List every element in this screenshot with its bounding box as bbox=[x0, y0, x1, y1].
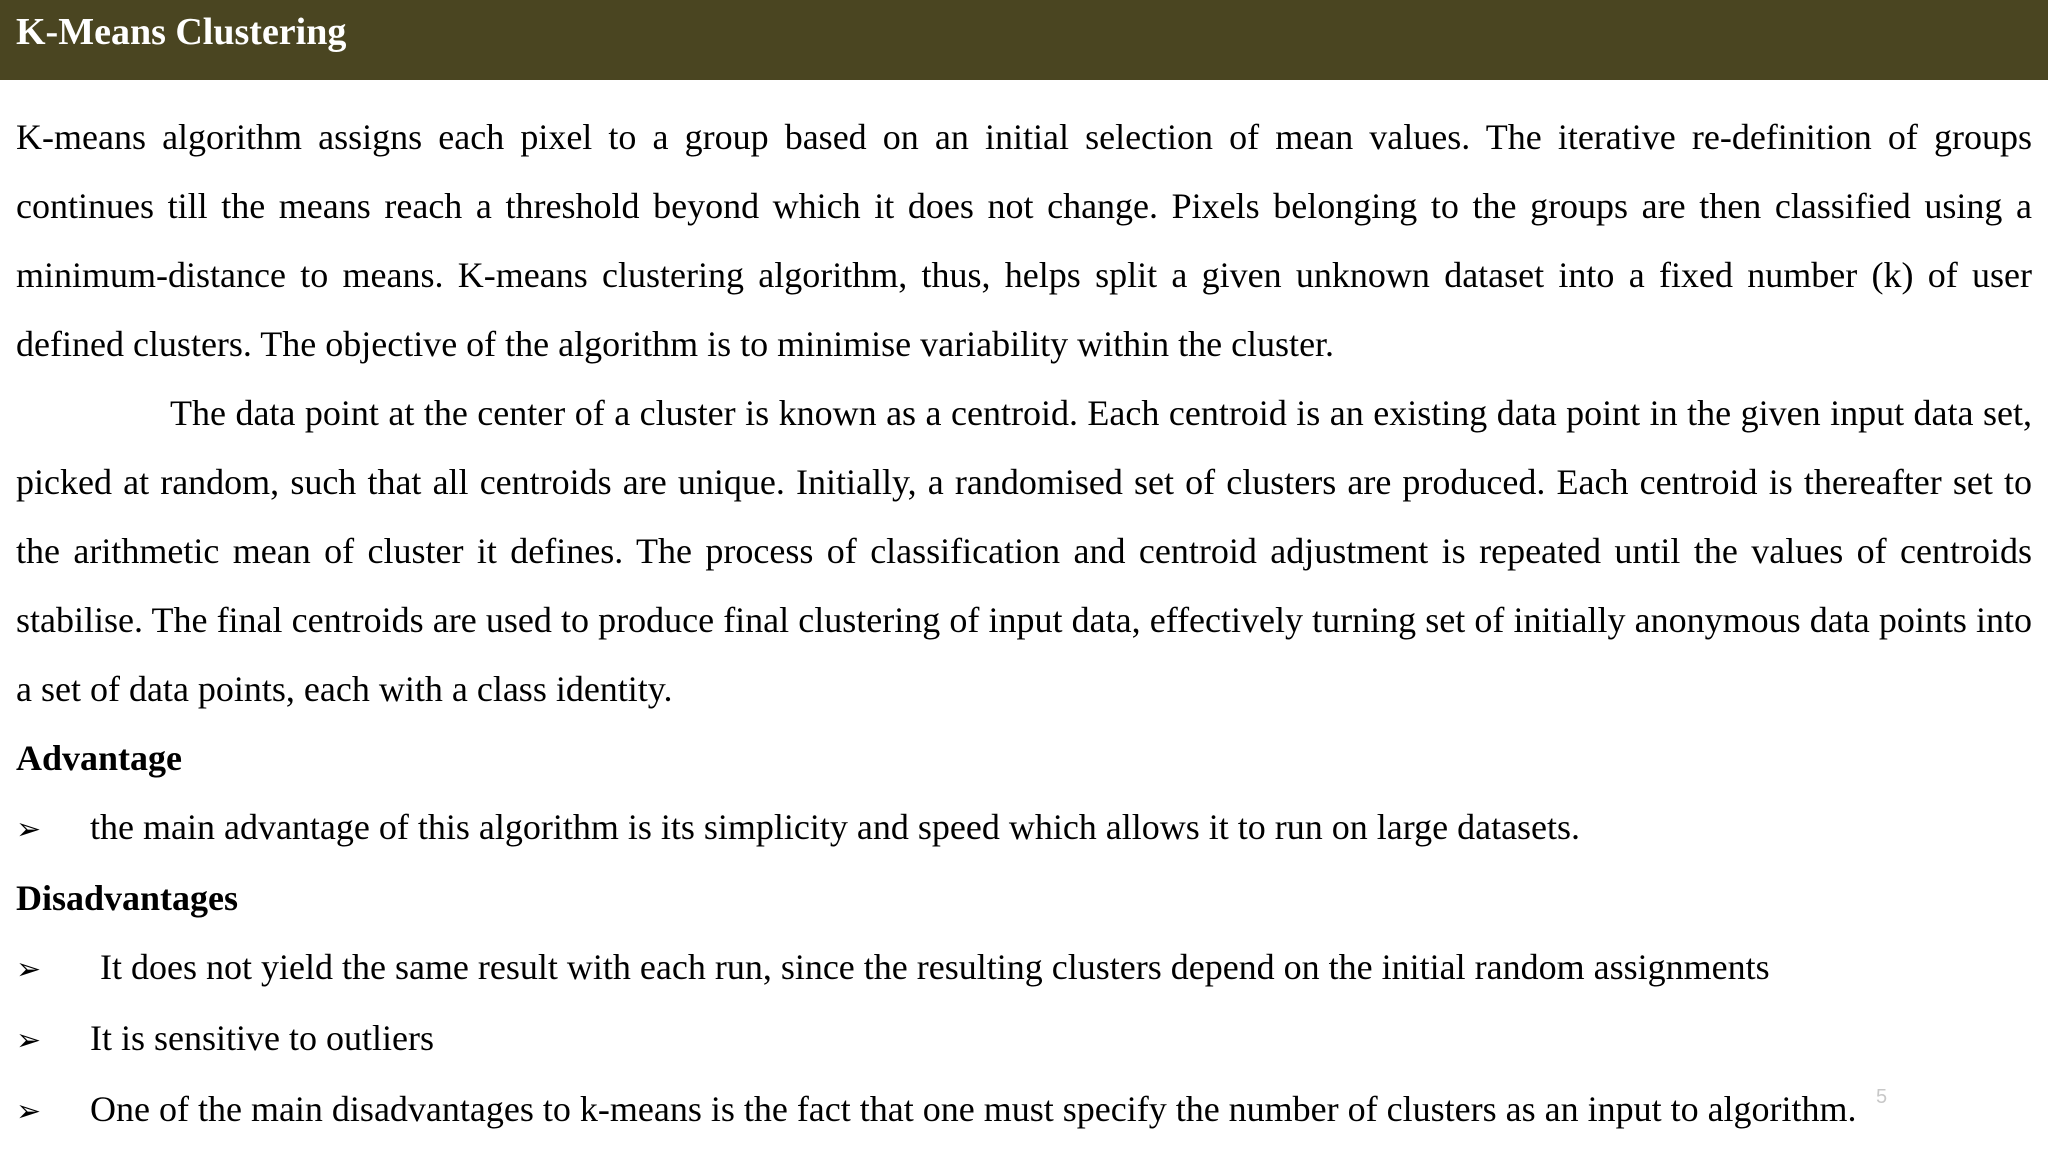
bullet-text: One of the main disadvantages to k-means is the fact that one must specify the number of clusters as an input to algorithm. bbox=[90, 1089, 1857, 1129]
disadvantages-heading: Disadvantages bbox=[16, 878, 239, 918]
paragraph-centroid: The data point at the center of a cluster is known as a centroid. Each centroid is an existing data point in the given input data set, picked at random, such that all centroids are unique. Initially, a randomised set of clusters are produced. Each centroid is thereafter set to the arithmetic mean of cluster it defines. The process of classification and centroid adjustment is repeated until the values of centroids stabilise. The final centroids are used to produce final clustering of input data, effectively turning set of initially anonymous data points into a set of data points, each with a class identity. bbox=[16, 393, 2032, 709]
arrow-bullet-icon: ➢ bbox=[16, 952, 42, 987]
list-item-disadvantage-2 bbox=[16, 1004, 2032, 1075]
arrow-bullet-icon: ➢ bbox=[16, 1094, 42, 1129]
bullet-text: It is sensitive to outliers bbox=[90, 1018, 434, 1058]
page-number: 5 bbox=[1876, 1086, 1888, 1108]
arrow-bullet-icon: ➢ bbox=[16, 812, 42, 847]
slide-content bbox=[16, 103, 2032, 1146]
bullet-text: the main advantage of this algorithm is its simplicity and speed which allows it to run on large datasets. bbox=[90, 807, 1581, 847]
list-item-disadvantage-3 bbox=[16, 1075, 2032, 1146]
list-item-disadvantage-1 bbox=[16, 933, 2032, 1004]
bullet-text: It does not yield the same result with each run, since the resulting clusters depend on the initial random assignments bbox=[100, 947, 1770, 987]
arrow-bullet-icon: ➢ bbox=[16, 1023, 42, 1058]
title-bar bbox=[0, 0, 2048, 80]
list-item-advantage-1 bbox=[16, 793, 2032, 864]
slide-title: K-Means Clustering bbox=[16, 11, 347, 53]
paragraph-kmeans-intro: K-means algorithm assigns each pixel to a group based on an initial selection of mean values. The iterative re-definition of groups continues till the means reach a threshold beyond which it does not change. Pixels belonging to the groups are then classified using a minimum-distance to means. K-means clustering algorithm, thus, helps split a given unknown dataset into a fixed number (k) of user defined clusters. The objective of the algorithm is to minimise variability within the cluster. bbox=[16, 117, 2032, 364]
advantage-heading: Advantage bbox=[16, 738, 183, 778]
